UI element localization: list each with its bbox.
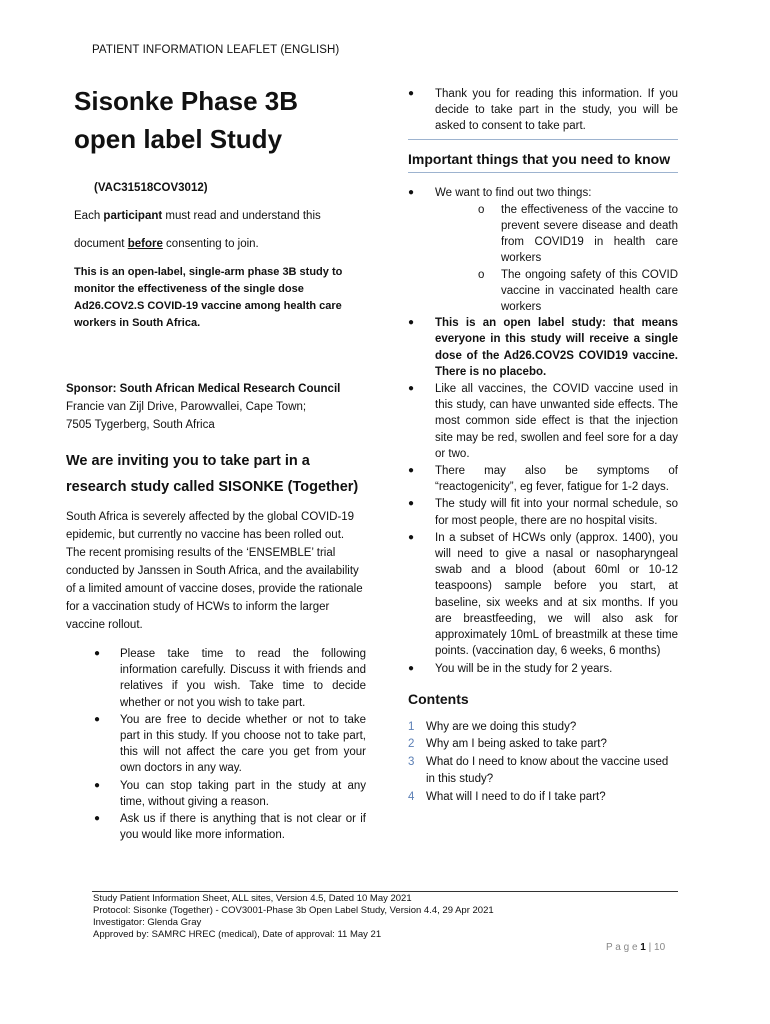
- open-label-text: This is an open label study: that means everyone in this study will receive a single dose of the Ad26.COV2S COVID19 vaccine. There is no placebo.: [435, 317, 678, 378]
- footer-line-4: Approved by: SAMRC HREC (medical), Date of approval: 11 May 21: [93, 929, 382, 940]
- page-total: 10: [654, 942, 666, 953]
- page-current: 1: [640, 942, 646, 953]
- sponsor-address-1: Francie van Zijl Drive, Parowvallei, Cape Town;: [66, 401, 307, 413]
- bullet-icon: ●: [408, 186, 415, 198]
- page-separator: |: [645, 942, 655, 953]
- important-heading: Important things that you need to know: [408, 148, 678, 173]
- intro-participant: participant: [103, 210, 163, 222]
- list-item: [66, 811, 366, 843]
- page-number: [606, 942, 665, 953]
- thanks-list: [408, 86, 678, 135]
- list-item: [408, 661, 678, 677]
- list-item: [66, 778, 366, 810]
- list-item: [408, 463, 678, 495]
- toc-item[interactable]: [408, 719, 678, 737]
- toc-number: 4: [408, 790, 415, 803]
- list-item: [408, 530, 678, 660]
- toc-number: 2: [408, 738, 415, 751]
- list-item: [408, 185, 678, 201]
- page-label: P a g e: [606, 942, 638, 953]
- bullet-icon: ●: [408, 662, 415, 674]
- sponsor-block: [66, 380, 366, 434]
- contents-list: [408, 719, 678, 807]
- study-title: Sisonke Phase 3B open label Study: [74, 86, 298, 154]
- list-item: [408, 496, 678, 528]
- right-column: [408, 86, 678, 806]
- list-item-text: You can stop taking part in the study at any time, without giving a reason.: [120, 779, 366, 808]
- list-item-text: You will be in the study for 2 years.: [435, 662, 613, 675]
- toc-item[interactable]: [408, 754, 678, 789]
- toc-text: What do I need to know about the vaccine used in this study?: [426, 755, 669, 786]
- list-item: [66, 712, 366, 777]
- toc-number: 3: [408, 755, 415, 768]
- footer-line-1: Study Patient Information Sheet, ALL sites, Version 4.5, Dated 10 May 2021: [93, 893, 412, 904]
- list-item-text: You are free to decide whether or not to take part in this study. If you choose not to take part, this will not affect the care you get from your own doctors in any way.: [120, 713, 366, 775]
- toc-text: Why am I being asked to take part?: [426, 738, 607, 751]
- toc-item[interactable]: [408, 736, 678, 754]
- bullet-icon: ●: [408, 317, 415, 329]
- list-item-text: Ask us if there is anything that is not clear or if you would like more information.: [120, 813, 366, 842]
- bullet-icon: ●: [408, 531, 415, 543]
- important-list: [408, 185, 678, 201]
- study-code: (VAC31518COV3012): [94, 182, 208, 194]
- footer-divider: [92, 891, 678, 892]
- toc-text: What will I need to do if I take part?: [426, 790, 606, 803]
- sub-item: [408, 202, 678, 267]
- sub-item-text: The ongoing safety of this COVID vaccine in vaccinated health care workers: [501, 268, 678, 314]
- list-item-text: Please take time to read the following information carefully. Discuss it with friends and relatives if you wish. Take time to decide whether or not you wish to take part.: [120, 648, 366, 709]
- intro-post: consenting to join.: [162, 238, 259, 250]
- bullet-icon: ●: [408, 465, 415, 477]
- left-column: [66, 82, 366, 844]
- bullet-icon: ●: [408, 88, 415, 99]
- bullet-icon: ●: [94, 779, 101, 791]
- intro-paragraph: [74, 202, 366, 258]
- circle-bullet-icon: o: [478, 203, 485, 216]
- contents-heading: Contents: [408, 690, 469, 707]
- list-item: [66, 646, 366, 711]
- bullet-icon: ●: [94, 813, 101, 825]
- bullet-icon: ●: [408, 383, 415, 395]
- list-item: [408, 381, 678, 462]
- intro-mid: must read and understand this document: [74, 210, 321, 250]
- list-item-text: The study will fit into your normal schedule, so for most people, there are no hospital visits.: [435, 498, 678, 527]
- list-item-text: In a subset of HCWs only (approx. 1400), you will need to give a nasal or nasopharyngeal swab and a blood (about 60ml or 10-12 teaspoons) sample before you start, at baseline, six weeks and at six months. If you are breastfeeding, we will also ask for approximately 10mL of breastmilk at these time points. (vaccination day, 6 weeks, 6 months): [435, 531, 678, 658]
- footer-line-2: Protocol: Sisonke (Together) - COV3001-Phase 3b Open Label Study, Version 4.4, 29 Apr 2021: [93, 905, 494, 916]
- invite-heading: We are inviting you to take part in a research study called SISONKE (Together): [66, 453, 359, 495]
- sub-list: [408, 202, 678, 315]
- toc-number: 1: [408, 720, 415, 733]
- invite-body: South Africa is severely affected by the global COVID-19 epidemic, but currently no vaccine has been rolled out. The recent promising results of the ‘ENSEMBLE’ trial conducted by Janssen in South Africa, and the availability of a limited amount of vaccine doses, provide the rationale for a vaccination study of HCWs to inform the larger vaccine rollout.: [66, 511, 363, 631]
- footer: [93, 893, 494, 941]
- list-item: [408, 315, 678, 380]
- list-item: [408, 86, 678, 135]
- circle-bullet-icon: o: [478, 268, 485, 281]
- details-list: [408, 315, 678, 676]
- divider: [408, 139, 678, 140]
- intro-pre: Each: [74, 210, 104, 222]
- sponsor-address-2: 7505 Tygerberg, South Africa: [66, 419, 215, 431]
- toc-item[interactable]: [408, 789, 678, 807]
- footer-line-3: Investigator: Glenda Gray: [93, 917, 202, 928]
- bullet-icon: ●: [408, 498, 415, 510]
- sub-item-text: the effectiveness of the vaccine to prevent severe disease and death from COVID19 in health care workers: [501, 203, 678, 265]
- intro-before: before: [127, 238, 163, 250]
- want-text: We want to find out two things:: [435, 186, 592, 199]
- document-header: PATIENT INFORMATION LEAFLET (ENGLISH): [92, 44, 340, 56]
- study-summary: This is an open-label, single-arm phase 3B study to monitor the effectiveness of the single dose Ad26.COV2.S COVID-19 vaccine among health care workers in South Africa.: [74, 266, 343, 329]
- sub-item: [408, 267, 678, 316]
- list-item-text: There may also be symptoms of “reactogenicity”, eg fever, fatigue for 1-2 days.: [435, 465, 678, 494]
- thanks-text: Thank you for reading this information. If you decide to take part in the study, you will be asked to consent to take part.: [435, 88, 678, 133]
- bullet-icon: ●: [94, 648, 101, 659]
- bullet-icon: ●: [94, 713, 101, 725]
- list-item-text: Like all vaccines, the COVID vaccine used in this study, can have unwanted side effects. The most common side effect is that the injection site may be red, swollen and feel sore for a day or two.: [435, 383, 678, 460]
- left-bullet-list: [66, 646, 366, 843]
- sponsor-label: Sponsor: South African Medical Research Council: [66, 383, 341, 395]
- toc-text: Why are we doing this study?: [426, 720, 577, 733]
